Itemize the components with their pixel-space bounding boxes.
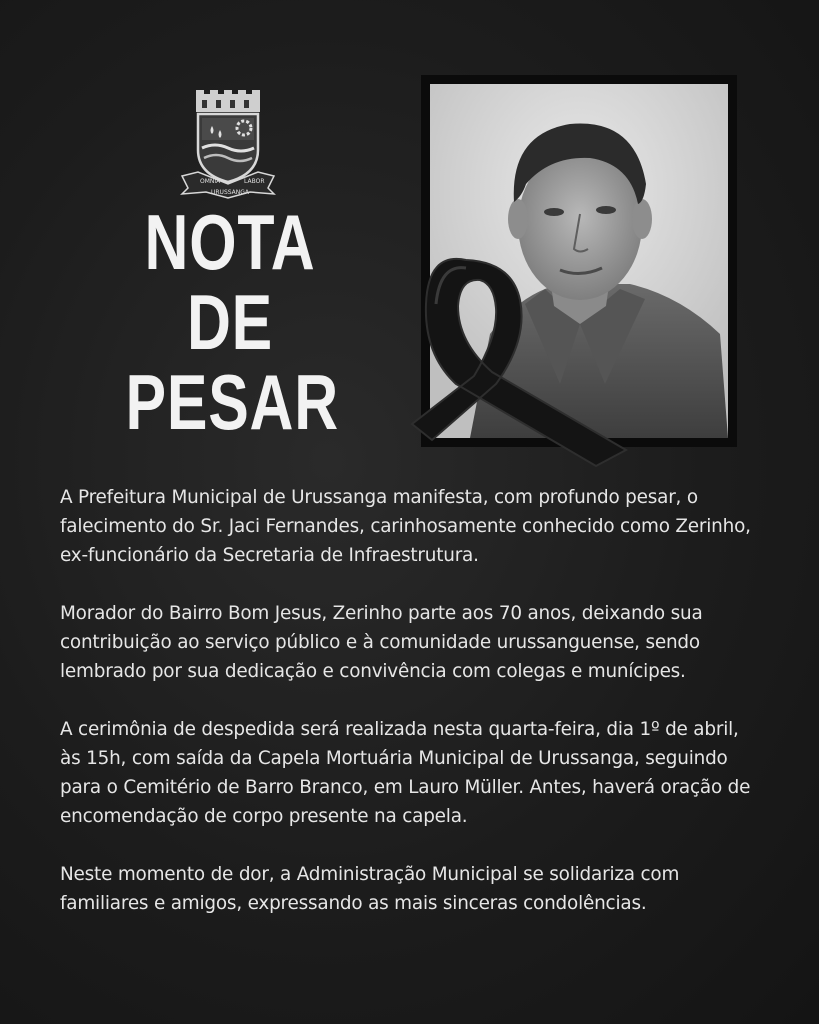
svg-text:URUSSANGA: URUSSANGA [211,189,250,196]
title-line-2: PESAR [125,358,339,446]
svg-text:OMNIA: OMNIA [200,178,221,185]
paragraph-ceremony: A cerimônia de despedida será realizada nesta quarta-feira, dia 1º de abril, às 15h, com saída da Capela Mortuária Municipal de Urussanga, seguindo para o Cemitério de Barro Branco, em Lauro Müller. Antes, haverá oração de encomendação de corpo presente na capela. [60,719,751,827]
paragraph-condolences: Neste momento de dor, a Administração Municipal se solidariza com familiares e amigos, expressando as mais sinceras condolências. [60,864,680,914]
condolence-message [60,483,760,947]
coat-of-arms-icon [180,88,276,200]
mourning-ribbon-icon [396,244,656,474]
paragraph-announcement: A Prefeitura Municipal de Urussanga manifesta, com profundo pesar, o falecimento do Sr. Jaci Fernandes, carinhosamente conhecido como Zerinho, ex-funcionário da Secretaria de Infraestrutura. [60,487,751,566]
page-title [125,198,339,446]
paragraph-biography: Morador do Bairro Bom Jesus, Zerinho parte aos 70 anos, deixando sua contribuição ao serviço público e à comunidade urussanguense, sendo lembrado por sua dedicação e convivência com colegas e munícipes. [60,603,703,682]
title-line-1: NOTA DE [144,198,316,366]
svg-text:LABOR: LABOR [244,178,265,185]
